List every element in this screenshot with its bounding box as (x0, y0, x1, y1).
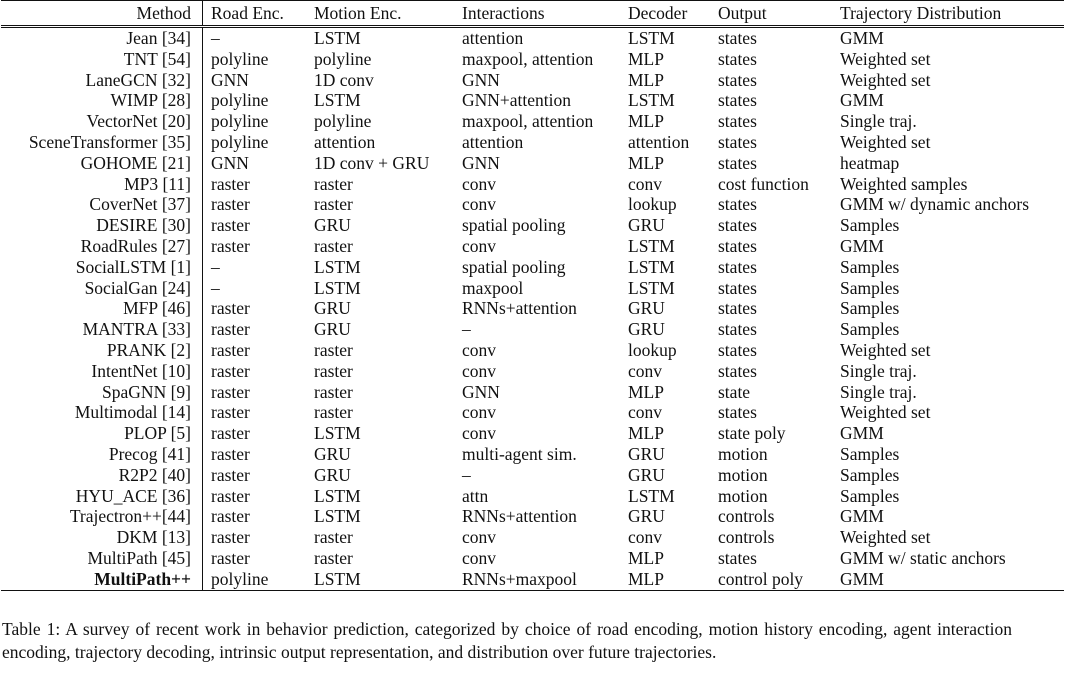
cell-decoder: conv (628, 173, 663, 194)
survey-table (1, 0, 1064, 591)
cell-motion-enc: LSTM (314, 28, 361, 48)
cell-method: RoadRules [27] (1, 236, 203, 257)
cell-interactions: conv (462, 402, 497, 423)
cell-output: states (718, 111, 757, 132)
cell-trajectory-distribution: Weighted set (840, 339, 931, 360)
cell-output: motion (718, 464, 768, 485)
cell-motion-enc: GRU (314, 298, 351, 319)
cell-method: HYU_ACE [36] (1, 486, 203, 507)
cell-decoder: LSTM (628, 485, 675, 506)
cell-decoder: LSTM (628, 256, 675, 277)
cell-interactions: attn (462, 485, 489, 506)
cell-trajectory-distribution: Weighted set (840, 69, 931, 90)
cell-output: controls (718, 527, 775, 548)
cell-decoder: lookup (628, 339, 677, 360)
cell-trajectory-distribution: Single traj. (840, 381, 917, 402)
table-row (1, 70, 1064, 91)
cell-motion-enc: raster (314, 173, 353, 194)
cell-method: PLOP [5] (1, 423, 203, 444)
table-row (1, 215, 1064, 236)
cell-output: states (718, 235, 757, 256)
table-row (1, 423, 1064, 444)
table-row (1, 444, 1064, 465)
cell-output: states (718, 69, 757, 90)
cell-road-enc: raster (211, 464, 250, 485)
cell-trajectory-distribution: GMM (840, 423, 884, 444)
cell-motion-enc: GRU (314, 215, 351, 236)
cell-interactions: conv (462, 235, 497, 256)
cell-method: WIMP [28] (1, 90, 203, 111)
table-row (1, 506, 1064, 527)
cell-trajectory-distribution: Single traj. (840, 111, 917, 132)
cell-method: Precog [41] (1, 444, 203, 465)
cell-motion-enc: GRU (314, 319, 351, 340)
cell-trajectory-distribution: Samples (840, 215, 900, 236)
cell-decoder: conv (628, 360, 663, 381)
cell-decoder: LSTM (628, 90, 675, 111)
cell-road-enc: raster (211, 402, 250, 423)
cell-output: control poly (710, 569, 832, 590)
cell-trajectory-distribution: Weighted set (840, 402, 931, 423)
cell-decoder: MLP (628, 547, 664, 568)
table-row (1, 194, 1064, 215)
cell-interactions: RNNs+attention (462, 506, 577, 527)
cell-decoder: MLP (628, 423, 664, 444)
cell-road-enc: raster (211, 547, 250, 568)
cell-decoder: conv (628, 402, 663, 423)
cell-road-enc: GNN (211, 152, 249, 173)
cell-output: states (718, 48, 757, 69)
table-row (1, 257, 1064, 278)
cell-method: SocialGan [24] (1, 278, 203, 299)
cell-motion-enc: LSTM (314, 277, 361, 298)
cell-decoder: GRU (628, 464, 665, 485)
cell-output: states (718, 360, 757, 381)
column-header-interactions: Interactions (454, 1, 620, 27)
cell-method: MultiPath++ (1, 569, 203, 590)
table-row (1, 527, 1064, 548)
cell-interactions: attention (462, 131, 524, 152)
cell-interactions: spatial pooling (462, 256, 566, 277)
cell-trajectory-distribution: Samples (840, 319, 900, 340)
cell-decoder: GRU (628, 298, 665, 319)
cell-output: cost function (718, 173, 809, 194)
cell-road-enc: polyline (211, 48, 269, 69)
cell-method: CoverNet [37] (1, 194, 203, 215)
cell-motion-enc: LSTM (314, 506, 361, 527)
cell-method: DKM [13] (1, 527, 203, 548)
cell-interactions: conv (462, 360, 497, 381)
cell-road-enc: – (211, 277, 220, 298)
cell-trajectory-distribution: GMM (840, 235, 884, 256)
cell-method: VectorNet [20] (1, 111, 203, 132)
cell-interactions: – (462, 464, 471, 485)
cell-method: DESIRE [30] (1, 215, 203, 236)
cell-road-enc: – (211, 256, 220, 277)
cell-motion-enc: raster (314, 235, 353, 256)
cell-method: R2P2 [40] (1, 465, 203, 486)
cell-interactions: conv (462, 547, 497, 568)
cell-motion-enc: LSTM (314, 256, 361, 277)
cell-road-enc: raster (211, 527, 250, 548)
cell-road-enc: polyline (211, 131, 269, 152)
cell-trajectory-distribution: Samples (840, 464, 900, 485)
cell-road-enc: polyline (203, 569, 307, 590)
table-row (1, 465, 1064, 486)
cell-method: Jean [34] (1, 27, 203, 49)
cell-road-enc: polyline (211, 111, 269, 132)
cell-decoder: GRU (628, 506, 665, 527)
cell-motion-enc: raster (314, 381, 353, 402)
cell-trajectory-distribution: Samples (840, 298, 900, 319)
cell-method: PRANK [2] (1, 340, 203, 361)
cell-interactions: GNN+attention (462, 90, 572, 111)
cell-trajectory-distribution: Weighted set (840, 48, 931, 69)
cell-decoder: MLP (628, 111, 664, 132)
cell-method: MANTRA [33] (1, 319, 203, 340)
cell-decoder: LSTM (628, 28, 675, 48)
cell-trajectory-distribution: GMM (840, 90, 884, 111)
cell-motion-enc: 1D conv (314, 69, 374, 90)
cell-interactions: GNN (462, 381, 500, 402)
table-row (1, 153, 1064, 174)
cell-interactions: attention (462, 28, 524, 48)
table-row (1, 278, 1064, 299)
cell-method: SpaGNN [9] (1, 382, 203, 403)
cell-motion-enc: raster (314, 402, 353, 423)
cell-interactions: conv (462, 423, 497, 444)
cell-output: states (718, 215, 757, 236)
cell-method: MFP [46] (1, 298, 203, 319)
cell-interactions: RNNs+maxpool (454, 569, 620, 590)
cell-motion-enc: raster (314, 339, 353, 360)
cell-interactions: – (462, 319, 471, 340)
cell-output: state poly (718, 423, 786, 444)
cell-interactions: maxpool, attention (462, 111, 594, 132)
cell-trajectory-distribution: GMM w/ static anchors (840, 547, 1006, 568)
cell-motion-enc: raster (314, 527, 353, 548)
table-row (1, 174, 1064, 195)
cell-output: states (718, 277, 757, 298)
cell-method: Trajectron++[44] (1, 506, 203, 527)
table-row (1, 319, 1064, 340)
cell-output: motion (718, 485, 768, 506)
cell-output: states (718, 28, 757, 48)
cell-road-enc: GNN (211, 69, 249, 90)
cell-road-enc: raster (211, 360, 250, 381)
cell-method: Multimodal [14] (1, 402, 203, 423)
cell-interactions: conv (462, 194, 497, 215)
cell-trajectory-distribution: GMM w/ dynamic anchors (840, 194, 1030, 215)
table-row (1, 111, 1064, 132)
cell-output: states (718, 131, 757, 152)
table-row (1, 49, 1064, 70)
table-row (1, 402, 1064, 423)
cell-motion-enc: LSTM (314, 90, 361, 111)
cell-method: SceneTransformer [35] (1, 132, 203, 153)
cell-decoder: MLP (628, 152, 664, 173)
cell-interactions: GNN (462, 152, 500, 173)
cell-road-enc: raster (211, 381, 250, 402)
cell-trajectory-distribution: Weighted set (840, 131, 931, 152)
cell-motion-enc: 1D conv + GRU (314, 152, 430, 173)
table-row (1, 548, 1064, 569)
cell-decoder: MLP (620, 569, 710, 590)
cell-trajectory-distribution: Samples (840, 443, 900, 464)
cell-trajectory-distribution: GMM (832, 569, 1064, 590)
cell-decoder: GRU (628, 443, 665, 464)
cell-trajectory-distribution: Weighted samples (840, 173, 968, 194)
cell-trajectory-distribution: GMM (840, 28, 884, 48)
table-row (1, 569, 1064, 590)
cell-trajectory-distribution: Weighted set (840, 527, 931, 548)
cell-road-enc: raster (211, 215, 250, 236)
cell-interactions: maxpool, attention (462, 48, 594, 69)
cell-road-enc: raster (211, 339, 250, 360)
table-row (1, 236, 1064, 257)
cell-decoder: lookup (628, 194, 677, 215)
cell-interactions: conv (462, 339, 497, 360)
cell-road-enc: raster (211, 506, 250, 527)
cell-decoder: MLP (628, 48, 664, 69)
cell-interactions: maxpool (462, 277, 524, 298)
cell-output: states (718, 194, 757, 215)
cell-decoder: MLP (628, 69, 664, 90)
cell-interactions: conv (462, 173, 497, 194)
cell-method: TNT [54] (1, 49, 203, 70)
cell-decoder: GRU (628, 319, 665, 340)
cell-road-enc: raster (211, 173, 250, 194)
column-header-road-enc: Road Enc. (203, 1, 307, 27)
cell-method: LaneGCN [32] (1, 70, 203, 91)
cell-decoder: attention (628, 131, 690, 152)
cell-output: states (718, 339, 757, 360)
table-header (1, 1, 1064, 27)
table-row (1, 340, 1064, 361)
cell-interactions: spatial pooling (462, 215, 566, 236)
cell-method: MultiPath [45] (1, 548, 203, 569)
cell-trajectory-distribution: GMM (840, 506, 884, 527)
cell-trajectory-distribution: Single traj. (840, 360, 917, 381)
cell-motion-enc: LSTM (314, 423, 361, 444)
cell-motion-enc: raster (314, 547, 353, 568)
cell-method: MP3 [11] (1, 174, 203, 195)
table-body (1, 27, 1064, 591)
cell-motion-enc: polyline (314, 48, 372, 69)
cell-road-enc: raster (211, 235, 250, 256)
cell-road-enc: polyline (211, 90, 269, 111)
cell-method: IntentNet [10] (1, 361, 203, 382)
cell-road-enc: – (211, 28, 220, 48)
cell-decoder: LSTM (628, 235, 675, 256)
cell-road-enc: raster (211, 443, 250, 464)
cell-decoder: LSTM (628, 277, 675, 298)
cell-interactions: conv (462, 527, 497, 548)
cell-output: states (718, 298, 757, 319)
table-caption: Table 1: A survey of recent work in behavior prediction, categorized by choice of road encoding, motion history encoding, agent interaction encoding, trajectory decoding, intrinsic output representation, and distribution over future trajectories. (2, 619, 1012, 662)
cell-decoder: MLP (628, 381, 664, 402)
table-row (1, 382, 1064, 403)
table-row (1, 132, 1064, 153)
cell-decoder: GRU (628, 215, 665, 236)
cell-method: GOHOME [21] (1, 153, 203, 174)
cell-interactions: RNNs+attention (462, 298, 577, 319)
cell-road-enc: raster (211, 319, 250, 340)
table-row (1, 90, 1064, 111)
cell-interactions: multi-agent sim. (462, 443, 577, 464)
cell-method: SocialLSTM [1] (1, 257, 203, 278)
cell-interactions: GNN (462, 69, 500, 90)
table-row (1, 486, 1064, 507)
cell-motion-enc: LSTM (306, 569, 454, 590)
cell-output: states (718, 319, 757, 340)
cell-output: controls (718, 506, 775, 527)
cell-motion-enc: polyline (314, 111, 372, 132)
column-header-output: Output (710, 1, 832, 27)
column-header-decoder: Decoder (620, 1, 710, 27)
cell-output: state (718, 381, 751, 402)
cell-decoder: conv (628, 527, 663, 548)
table-row (1, 27, 1064, 49)
cell-motion-enc: attention (314, 131, 376, 152)
cell-output: states (718, 90, 757, 111)
cell-motion-enc: raster (314, 194, 353, 215)
cell-trajectory-distribution: heatmap (840, 152, 900, 173)
cell-trajectory-distribution: Samples (840, 277, 900, 298)
cell-road-enc: raster (211, 298, 250, 319)
cell-motion-enc: LSTM (314, 485, 361, 506)
table-row (1, 298, 1064, 319)
cell-output: motion (718, 443, 768, 464)
cell-trajectory-distribution: Samples (840, 485, 900, 506)
cell-motion-enc: raster (314, 360, 353, 381)
cell-output: states (718, 152, 757, 173)
table-row (1, 361, 1064, 382)
cell-output: states (718, 256, 757, 277)
cell-road-enc: raster (211, 485, 250, 506)
column-header-trajectory-distribution: Trajectory Distribution (832, 1, 1064, 27)
cell-motion-enc: GRU (314, 464, 351, 485)
cell-output: states (718, 547, 757, 568)
column-header-motion-enc: Motion Enc. (306, 1, 454, 27)
header-row (1, 1, 1064, 27)
cell-trajectory-distribution: Samples (840, 256, 900, 277)
cell-road-enc: raster (211, 423, 250, 444)
cell-output: states (718, 402, 757, 423)
cell-motion-enc: GRU (314, 443, 351, 464)
column-header-method: Method (1, 1, 203, 27)
cell-road-enc: raster (211, 194, 250, 215)
